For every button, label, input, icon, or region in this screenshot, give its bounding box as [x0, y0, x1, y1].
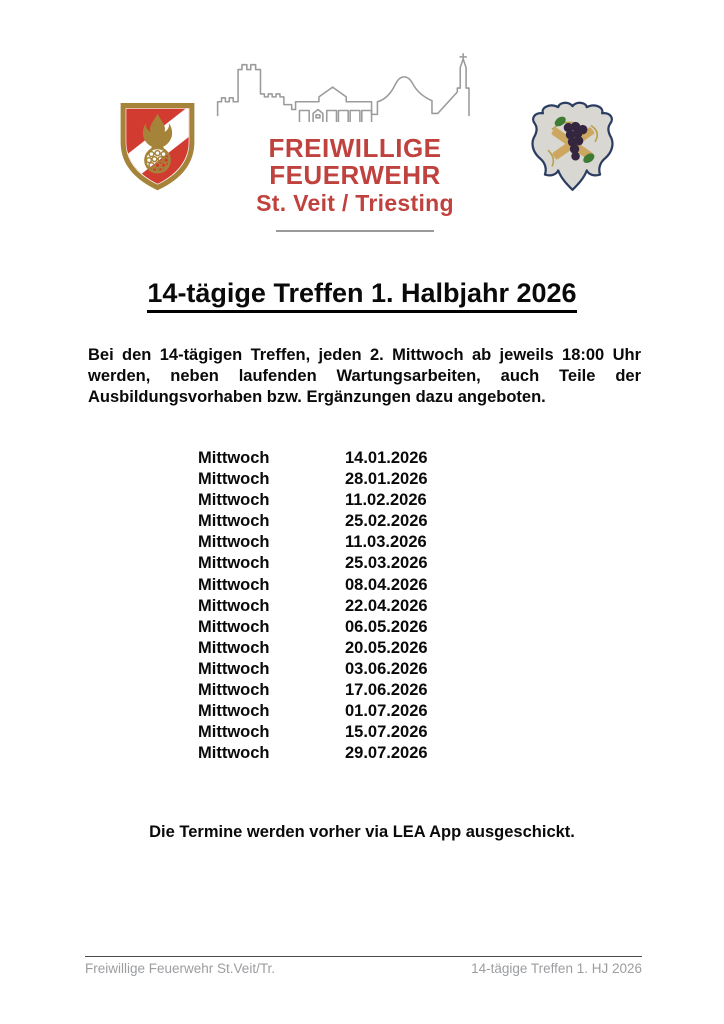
schedule-row: [198, 448, 455, 469]
schedule-row: [198, 659, 455, 680]
schedule-row: [198, 743, 455, 764]
header-center: [204, 53, 506, 232]
schedule-row: [198, 511, 455, 532]
schedule-date: 17.06.2026: [345, 681, 428, 700]
schedule-date: 22.04.2026: [345, 596, 428, 615]
schedule-row: [198, 575, 455, 596]
schedule-row: [198, 596, 455, 617]
schedule-row: [198, 701, 455, 722]
coat-of-arms-icon: [520, 99, 625, 197]
schedule-date: 03.06.2026: [345, 659, 428, 678]
schedule-date: 20.05.2026: [345, 638, 428, 657]
schedule-day: Mittwoch: [198, 702, 270, 721]
schedule-day: Mittwoch: [198, 744, 270, 763]
org-name-line1: FREIWILLIGE FEUERWEHR: [268, 133, 442, 191]
schedule-date: 25.03.2026: [345, 554, 428, 573]
schedule-row: [198, 469, 455, 490]
intro-paragraph: Bei den 14-tägigen Treffen, jeden 2. Mittwoch ab jeweils 18:00 Uhr werden, neben laufenden Wartungsarbeiten, auch Teile der Ausbildungsvorhaben bzw. Ergänzungen dazu angeboten.: [88, 346, 641, 406]
schedule-day: Mittwoch: [198, 533, 270, 552]
schedule-date: 29.07.2026: [345, 744, 428, 763]
schedule-row: [198, 553, 455, 574]
town-skyline-icon: [212, 53, 498, 129]
schedule-row: [198, 490, 455, 511]
schedule-day: Mittwoch: [198, 659, 270, 678]
footer-left: Freiwillige Feuerwehr St.Veit/Tr.: [85, 961, 276, 976]
schedule-day: Mittwoch: [198, 617, 270, 636]
schedule-date: 28.01.2026: [345, 470, 428, 489]
schedule-date: 11.02.2026: [345, 491, 427, 510]
org-name-line2: St. Veit / Triesting: [256, 189, 454, 216]
schedule-date: 14.01.2026: [345, 449, 428, 467]
schedule-day: Mittwoch: [198, 723, 270, 742]
schedule-row: [198, 638, 455, 659]
schedule-day: Mittwoch: [198, 575, 270, 594]
schedule-day: Mittwoch: [198, 449, 270, 467]
schedule-day: Mittwoch: [198, 512, 270, 531]
schedule-row: [198, 532, 455, 553]
schedule-date: 08.04.2026: [345, 575, 428, 594]
schedule-date: 06.05.2026: [345, 617, 428, 636]
footer-right: 14-tägige Treffen 1. HJ 2026: [471, 961, 642, 976]
schedule-row: [198, 617, 455, 638]
schedule-date: 25.02.2026: [345, 512, 428, 531]
schedule-day: Mittwoch: [198, 596, 270, 615]
page-footer: [85, 956, 642, 976]
fire-brigade-emblem-icon: [109, 97, 206, 195]
schedule-date: 11.03.2026: [345, 533, 427, 552]
schedule-day: Mittwoch: [198, 681, 270, 700]
schedule-list: [198, 448, 455, 764]
schedule-day: Mittwoch: [198, 491, 270, 510]
schedule-day: Mittwoch: [198, 470, 270, 489]
schedule-day: Mittwoch: [198, 554, 270, 573]
page-title: 14-tägige Treffen 1. Halbjahr 2026: [0, 278, 724, 313]
schedule-row: [198, 680, 455, 701]
schedule-date: 15.07.2026: [345, 723, 428, 742]
note-text: Die Termine werden vorher via LEA App ausgeschickt.: [149, 823, 575, 841]
header-divider: [276, 230, 434, 232]
schedule-row: [198, 722, 455, 743]
schedule-date: 01.07.2026: [345, 702, 428, 721]
schedule-day: Mittwoch: [198, 638, 270, 657]
